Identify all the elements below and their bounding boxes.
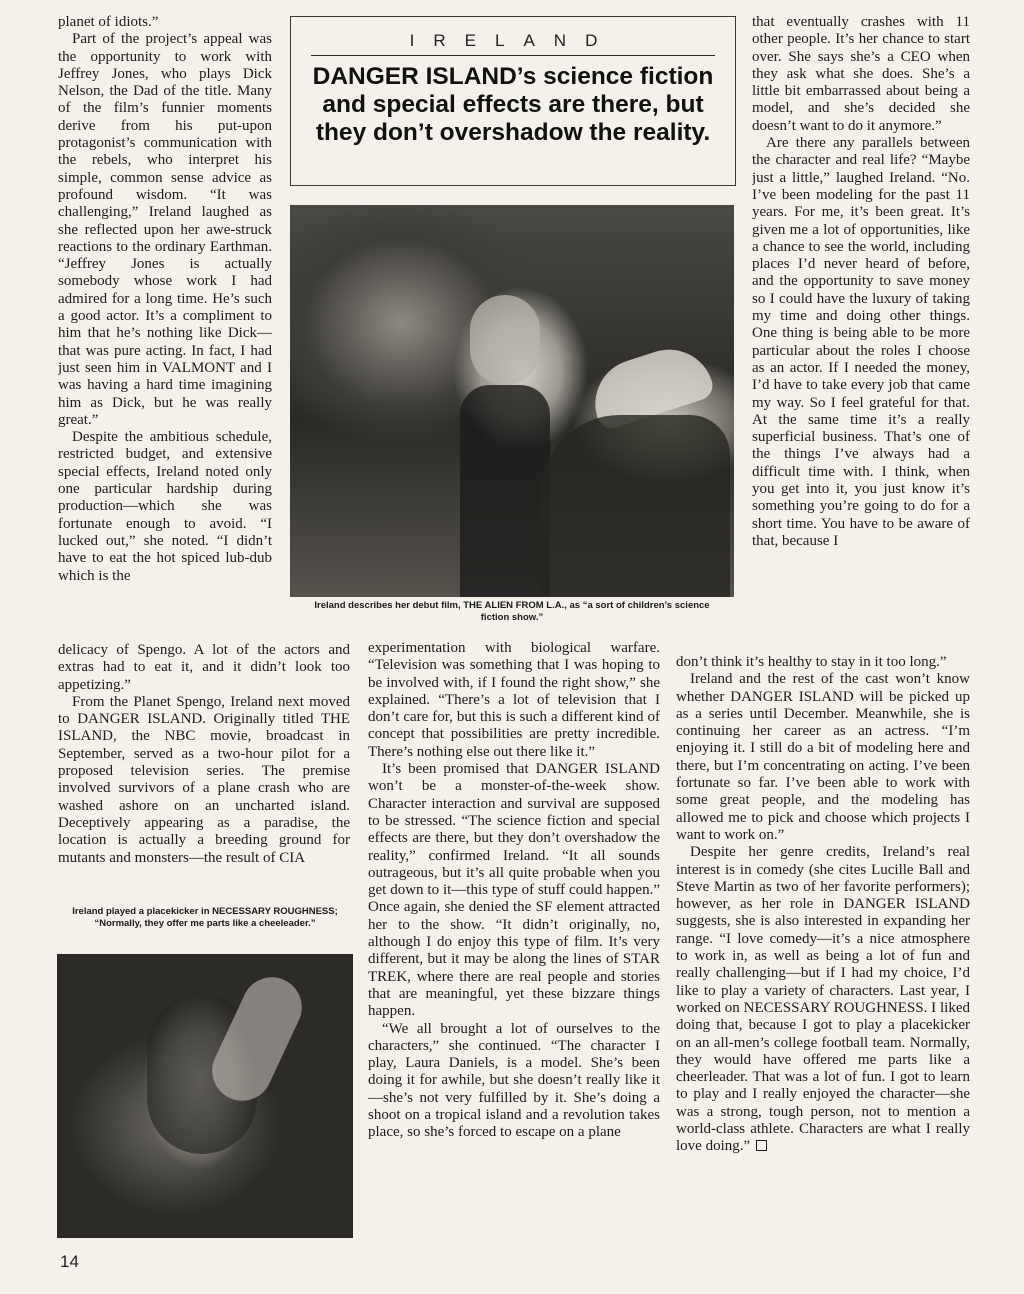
photo-caption: Ireland played a placekicker in NECESSARY ROUGHNESS; “Normally, they offer me parts like a cheeleader.”: [72, 906, 338, 929]
paragraph: It’s been promised that DANGER ISLAND won’t be a monster-of-the-week show. Character interaction and survival are supposed to be stressed. “The science fiction and special effects are there, but they don’t overshadow the reality,” confirmed Ireland. “It all sounds outrageous, but it’s all quite probable when you get down to it—this type of stuff could happen.” Once again, she denied the SF element attracted her to the show. “It didn’t originally, no, although I do enjoy this type of film. It’s very different, but it may be along the lines of STAR TREK, where there are real people and stories that are meaningful, yet these bizzare things happen.: [368, 761, 660, 1020]
article-column-1: [58, 14, 272, 642]
paragraph: Part of the project’s appeal was the opportunity to work with Jeffrey Jones, who plays Dick Nelson, the Dad of the title. Many of the film’s funnier moments derive from his put-upon protagonist’s communication with the rebels, who interpret his simple, common sense advice as profound wisdom. “It was challenging,” Ireland laughed as she reflected upon her awe-struck reactions to the ordinary Earthman. “Jeffrey Jones is actually somebody whose work I had admired for a long time. He’s such a good actor. It’s a compliment to him that he’s nothing like Dick—that was pure acting. In fact, I had just seen him in VALMONT and I was having a hard time imagining him as Dick, but he was really great.”: [58, 31, 272, 428]
paragraph: that eventually crashes with 11 other people. It’s her chance to start over. She says she’s a CEO when they ask what she does. She’s a little bit embarrassed about being a model, and she’s decided she doesn’t want to do it anymore.”: [752, 14, 970, 134]
pull-quote-box: [290, 16, 736, 186]
paragraph: “We all brought a lot of ourselves to the characters,” she continued. “The character I play, Laura Daniels, is a model. She’s been doing it for awhile, but she doesn’t really like it—she’s not very fulfilled by it. She’s doing a shoot on a tropical island and a revolution takes place, so she’s forced to escape on a plane: [368, 1020, 660, 1141]
article-column-2: [368, 640, 660, 1240]
page-number: 14: [60, 1252, 79, 1271]
section-kicker: IRELAND: [311, 31, 715, 56]
article-column-3-continued: [676, 654, 970, 1240]
paragraph: Are there any parallels between the character and real life? “Maybe just a little,” laughed Ireland. “No. I’ve been modeling for the past 11 years. For me, it’s been great. It’s given me a lot of opportunities, like a chance to see the world, including places I’d never heard of before, and the opportunity to save money so I could have the luxury of taking my time and doing other things. One thing is being able to be more particular about the roles I choose as an actor. If I needed the money, I’d have to take every job that came my way. So I feel grateful for that. At the same time it’s a really superficial business. That’s one of the things I’ve always had a difficult time with. I think, when you get into it, you just know it’s something you’re going to do for a short time. You have to be aware of that, because I: [752, 135, 970, 549]
actress-figure: [470, 295, 540, 385]
photo-caption: Ireland describes her debut film, THE ALIEN FROM L.A., as “a sort of children’s science fiction show.”: [314, 600, 710, 623]
paragraph: [676, 844, 970, 1155]
paragraph: Ireland and the rest of the cast won’t know whether DANGER ISLAND will be picked up as a series until December. Meanwhile, she is continuing her career as an actress. “I’m enjoying it. I still do a bit of modeling here and there, but I’m concentrating on acting. I’ve been fortunate so far. I’ve been able to work with some great people, and the modeling has allowed me to pick and choose which projects I want to work on.”: [676, 671, 970, 843]
article-column-1-continued: [58, 642, 350, 890]
paragraph: don’t think it’s healthy to stay in it too long.”: [676, 654, 947, 670]
actress-body: [460, 385, 550, 597]
paragraph: experimentation with biological warfare. “Television was something that I was hoping to be involved with, if I found the right show,” she explained. “There’s a lot of television that I don’t care for, but this is such a different kind of concept that possibilities are pretty incredible. There’s nothing else out there like it.”: [368, 640, 660, 760]
paragraph: From the Planet Spengo, Ireland next moved to DANGER ISLAND. Originally titled THE ISLAND, the NBC movie, broadcast in September, served as a two-hour pilot for a proposed television series. The premise involved survivors of a plane crash who are washed ashore on an uncharted island. Deceptively appearing as a paradise, the location is actually a breeding ground for mutants and monsters—the result of CIA: [58, 693, 350, 866]
end-mark-icon: [756, 1140, 767, 1151]
paragraph: Despite the ambitious schedule, restricted budget, and extensive special effects, Ireland noted only one particular hardship during production—which she was fortunate enough to avoid. “I lucked out,” she noted. “I didn’t have to eat the hot spiced lub-dub which is the: [58, 429, 272, 584]
closing-paragraph-text: Despite her genre credits, Ireland’s real interest is in comedy (she cites Lucille Ball and Steve Martin as two of her favorite performers); however, as her role in DANGER ISLAND suggests, she is also interested in expanding her range. “I love comedy—it’s a nice atmosphere to work in, as well as being a lot of fun and really challenging—but if I had my choice, I’d like to play a variety of characters. Last year, I worked on NECESSARY ROUGHNESS. I liked doing that, because I got to play a placekicker on an all-men’s college football team. Normally, they would have offered me parts like a cheerleader. That was a lot of fun. I got to learn to play and I really enjoyed the character—she was a strong, tough person, not to mention a world-class athlete. Characters are what I really love doing.”: [676, 844, 970, 1155]
paragraph: planet of idiots.”: [58, 14, 159, 30]
paragraph: delicacy of Spengo. A lot of the actors and extras had to eat it, and it didn’t look too appetizing.”: [58, 642, 350, 693]
alien-figure: [540, 415, 730, 597]
pull-quote-text: DANGER ISLAND’s science fiction and special effects are there, but they don’t overshadow the reality.: [312, 63, 714, 146]
portrait-photo: [57, 954, 353, 1238]
article-column-3: [752, 14, 970, 654]
film-still-photo: [290, 205, 734, 597]
